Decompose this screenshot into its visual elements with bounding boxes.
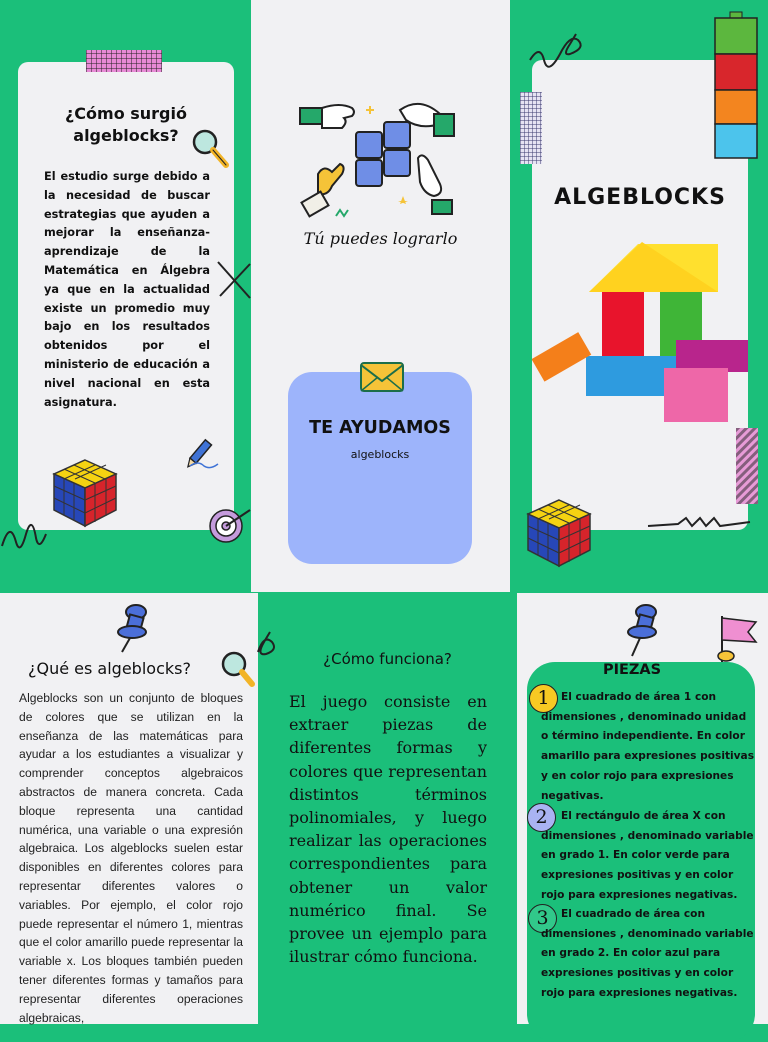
rubiks-cube-icon-2	[524, 496, 594, 568]
stacked-blocks-icon	[712, 10, 760, 160]
pencil-icon	[184, 430, 220, 470]
number-badge-2: 2	[527, 803, 556, 832]
pushpin-icon-2	[622, 602, 662, 658]
grid-tape-icon	[520, 92, 542, 164]
magnifier-icon	[190, 128, 230, 170]
puzzle-hands-icon	[296, 96, 466, 228]
cross-doodle-icon	[214, 258, 254, 302]
target-icon	[208, 506, 254, 544]
tagline: Tú puedes lograrlo	[303, 229, 458, 248]
origin-title: ¿Cómo surgió algeblocks?	[65, 104, 187, 145]
piece-text: El cuadrado de área 1 con dimensiones , denominado unidad o término independiente. En color amarillo para expresiones positivas y en color rojo para expresiones negativas.	[541, 691, 755, 802]
squiggle-doodle-icon	[646, 512, 758, 532]
swirl-doodle-icon	[526, 30, 586, 80]
washi-tape-icon	[86, 48, 162, 74]
piece-item	[541, 807, 755, 906]
piece-text: El cuadrado de área con dimensiones , denominado variable en grado 2. En color azul para expresiones positivas y en color rojo para expresiones negativas.	[541, 908, 754, 999]
block-house-icon	[532, 240, 752, 430]
pieces-title: PIEZAS	[602, 662, 662, 678]
rubiks-cube-icon	[50, 456, 120, 528]
piece-text: El rectángulo de área X con dimensiones , denominado variable en grado 1. En color verde para expresiones positivas y en color rojo para expresiones negativas.	[541, 810, 754, 901]
piece-item	[541, 688, 755, 806]
how-it-works-body: El juego consiste en extraer piezas de diferentes formas y colores que representan distintos términos polinomiales, y luego realizar las operaciones correspondientes para obtener un valor numérico final. Se provee un ejemplo para ilustrar cómo funciona.	[289, 692, 487, 967]
origin-body: El estudio surge debido a la necesidad de buscar estrategias que ayuden a mejorar la enseñanza-aprendizaje de la Matemática en Álgebra ya que en la actualidad existe un promedio muy bajo en los resultados obtenidos por el ministerio de educación a nivel nacional en esta asignatura.	[44, 170, 210, 409]
stripe-tape-icon	[736, 428, 758, 504]
help-card	[288, 372, 472, 564]
how-it-works-title: ¿Cómo funciona?	[323, 650, 452, 668]
number-badge-1: 1	[529, 684, 558, 713]
envelope-icon	[358, 359, 406, 395]
flag-icon	[714, 612, 760, 668]
what-is-body: Algeblocks son un conjunto de bloques de colores que se utilizan en la enseñanza de las matemáticas para ayudar a los estudiantes a visualizar y comprender conceptos algebraicos abstractos de manera concreta. Cada bloque representa una cantidad numérica, una variable o una expresión algebraica. Los algeblocks suelen estar disponibles en diferentes colores para representar diferentes valores o variables. Por ejemplo, el color rojo puede representar el número 1, mientras que el color amarillo puede representar la variable x. Los bloques también pueden tener diferentes formas y tamaños para representar diferentes operaciones algebraicas,	[19, 691, 243, 1025]
help-card-subtitle: algeblocks	[350, 448, 410, 461]
what-is-title: ¿Qué es algeblocks?	[28, 659, 191, 678]
piece-item	[541, 905, 755, 1004]
pushpin-icon	[112, 602, 152, 654]
curl-doodle-icon	[0, 510, 50, 554]
brand-title: ALGEBLOCKS	[554, 185, 726, 210]
help-card-title: TE AYUDAMOS	[309, 418, 451, 438]
number-badge-3: 3	[528, 904, 557, 933]
